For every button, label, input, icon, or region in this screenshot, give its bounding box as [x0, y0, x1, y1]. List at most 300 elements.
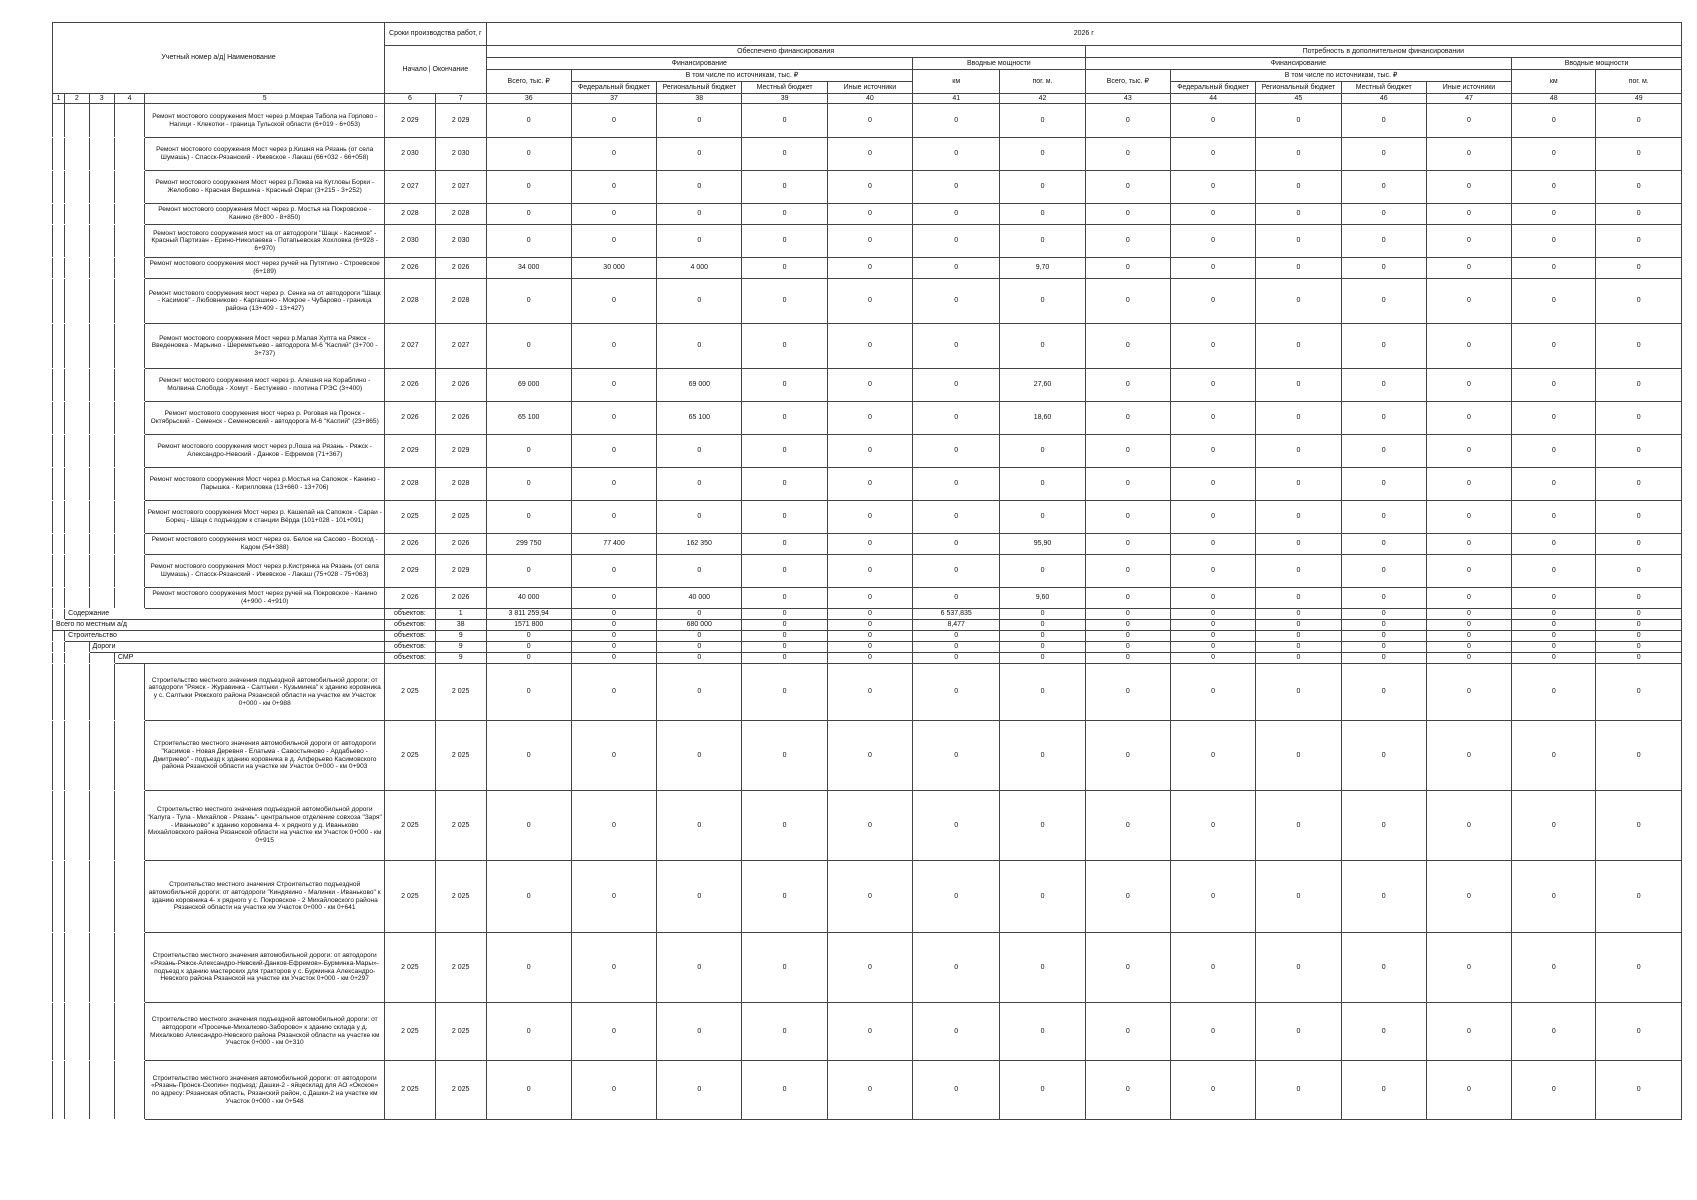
value-cell: 0 — [1170, 324, 1255, 369]
value-cell: 0 — [1085, 324, 1170, 369]
indent-cell — [53, 204, 65, 225]
indent-cell — [65, 642, 89, 653]
value-cell: 0 — [571, 104, 656, 138]
start-year-cell: 2 025 — [385, 791, 436, 861]
value-cell: 0 — [1000, 171, 1085, 204]
value-cell: 0 — [827, 104, 912, 138]
value-cell: 0 — [571, 171, 656, 204]
start-year-cell: 2 026 — [385, 534, 436, 555]
value-cell: 0 — [913, 138, 1000, 171]
value-cell: 0 — [913, 861, 1000, 933]
value-cell: 680 000 — [657, 620, 742, 631]
value-cell: 0 — [1596, 171, 1682, 204]
value-cell: 0 — [1426, 653, 1511, 664]
value-cell: 0 — [1596, 631, 1682, 642]
indent-cell — [53, 721, 65, 791]
value-cell: 0 — [1512, 555, 1596, 588]
object-name-cell: Строительство местного значения подъездной автомобильной дороги "Калуга - Тула - Михайлов - Рязань"- центральное отделение совхоза "Заря" - Иваньково" к зданию коровника 4- х рядного у д. Иваньково Михайловского района Рязанской области на участке км Участок 0+000 - км 0+915 — [145, 791, 385, 861]
value-cell: 0 — [1596, 791, 1682, 861]
table-row — [53, 468, 1682, 501]
value-cell: 0 — [1341, 721, 1426, 791]
indent-cell — [53, 258, 65, 279]
indent-cell — [114, 791, 144, 861]
value-cell: 0 — [1256, 204, 1341, 225]
value-cell: 6 537,835 — [913, 609, 1000, 620]
summary-label-cell: Строительство — [65, 631, 385, 642]
value-cell: 0 — [1426, 721, 1511, 791]
value-cell: 0 — [1085, 664, 1170, 721]
value-cell: 0 — [827, 861, 912, 933]
indent-cell — [65, 138, 89, 171]
indent-cell — [53, 402, 65, 435]
value-cell: 0 — [1512, 279, 1596, 324]
value-cell: 0 — [1170, 555, 1255, 588]
value-cell: 0 — [742, 324, 827, 369]
indent-cell — [114, 861, 144, 933]
indent-cell — [114, 324, 144, 369]
indent-cell — [114, 258, 144, 279]
value-cell: 0 — [1512, 861, 1596, 933]
indent-cell — [53, 1003, 65, 1061]
value-cell: 0 — [1256, 501, 1341, 534]
start-year-cell: 2 025 — [385, 933, 436, 1003]
column-number-cell: 48 — [1512, 94, 1596, 104]
value-cell: 0 — [1000, 861, 1085, 933]
value-cell: 0 — [1596, 501, 1682, 534]
start-year-cell: 2 028 — [385, 279, 436, 324]
value-cell: 0 — [1085, 402, 1170, 435]
value-cell: 0 — [1596, 861, 1682, 933]
value-cell: 0 — [1596, 642, 1682, 653]
indent-cell — [53, 225, 65, 258]
indent-cell — [65, 279, 89, 324]
indent-cell — [89, 171, 114, 204]
value-cell: 0 — [1085, 609, 1170, 620]
value-cell: 0 — [1596, 279, 1682, 324]
end-year-cell: 2 030 — [435, 225, 486, 258]
end-year-cell: 2 025 — [435, 933, 486, 1003]
value-cell: 0 — [827, 1003, 912, 1061]
value-cell: 0 — [1170, 631, 1255, 642]
end-year-cell: 2 025 — [435, 664, 486, 721]
pog-m-header: пог. м. — [1000, 70, 1085, 94]
value-cell: 0 — [1512, 225, 1596, 258]
end-year-cell: 2 029 — [435, 104, 486, 138]
value-cell: 0 — [486, 279, 571, 324]
value-cell: 0 — [1596, 664, 1682, 721]
column-number-cell: 7 — [435, 94, 486, 104]
table-row — [53, 369, 1682, 402]
value-cell: 0 — [1596, 534, 1682, 555]
value-cell: 0 — [571, 324, 656, 369]
object-name-cell: Ремонт мостового сооружения Мост через р. Кашелай на Сапожок - Сараи - Борец - Шацк с подъездом к станции Вёрда (101+028 - 101+091) — [145, 501, 385, 534]
km-header: км — [913, 70, 1000, 94]
value-cell: 0 — [742, 258, 827, 279]
value-cell: 0 — [486, 933, 571, 1003]
value-cell: 0 — [1596, 225, 1682, 258]
value-cell: 0 — [1170, 791, 1255, 861]
indent-cell — [53, 468, 65, 501]
indent-cell — [114, 369, 144, 402]
value-cell: 0 — [1341, 861, 1426, 933]
value-cell: 0 — [1596, 653, 1682, 664]
value-cell: 0 — [827, 588, 912, 609]
value-cell: 0 — [913, 721, 1000, 791]
value-cell: 0 — [1596, 555, 1682, 588]
value-cell: 0 — [913, 631, 1000, 642]
value-cell: 0 — [486, 721, 571, 791]
indent-cell — [65, 324, 89, 369]
indent-cell — [65, 171, 89, 204]
value-cell: 0 — [1512, 620, 1596, 631]
column-number-cell: 43 — [1085, 94, 1170, 104]
value-cell: 0 — [571, 721, 656, 791]
value-cell: 0 — [657, 861, 742, 933]
indent-cell — [89, 933, 114, 1003]
value-cell: 8,477 — [913, 620, 1000, 631]
column-number-cell: 4 — [114, 94, 144, 104]
column-number-cell: 37 — [571, 94, 656, 104]
value-cell: 0 — [1256, 435, 1341, 468]
value-cell: 0 — [1170, 468, 1255, 501]
indent-cell — [53, 609, 65, 620]
value-cell: 0 — [913, 664, 1000, 721]
value-cell: 65 100 — [486, 402, 571, 435]
value-cell: 0 — [1426, 620, 1511, 631]
value-cell: 0 — [1341, 588, 1426, 609]
indent-cell — [65, 1061, 89, 1120]
value-cell: 0 — [1170, 501, 1255, 534]
value-cell: 0 — [1341, 620, 1426, 631]
value-cell: 0 — [657, 664, 742, 721]
value-cell: 0 — [827, 279, 912, 324]
value-cell: 0 — [1341, 204, 1426, 225]
value-cell: 0 — [827, 631, 912, 642]
value-cell: 0 — [1341, 534, 1426, 555]
indent-cell — [89, 104, 114, 138]
value-cell: 0 — [486, 324, 571, 369]
value-cell: 162 350 — [657, 534, 742, 555]
object-name-cell: Строительство местного значения автомобильной дороги от автодороги "Касимов - Новая Деревня - Елатьма - Савостьяново - Ардабьево - Дмитриево" - подъезд к зданию коровника в д. Алферьево Касимовского района Рязанской области на участке км Участок 0+000 - км 0+903 — [145, 721, 385, 791]
value-cell: 0 — [1256, 279, 1341, 324]
value-cell: 0 — [827, 501, 912, 534]
value-cell: 0 — [486, 1003, 571, 1061]
value-cell: 0 — [1170, 104, 1255, 138]
value-cell: 0 — [1426, 369, 1511, 402]
value-cell: 0 — [1170, 258, 1255, 279]
value-cell: 0 — [1596, 369, 1682, 402]
value-cell: 0 — [1256, 468, 1341, 501]
value-cell: 0 — [1426, 104, 1511, 138]
value-cell: 0 — [1170, 369, 1255, 402]
value-cell: 0 — [657, 279, 742, 324]
value-cell: 0 — [1085, 468, 1170, 501]
value-cell: 0 — [486, 791, 571, 861]
value-cell: 0 — [1085, 171, 1170, 204]
value-cell: 0 — [1596, 468, 1682, 501]
value-cell: 0 — [1085, 555, 1170, 588]
object-name-cell: Ремонт мостового сооружения мост через ручей на Путятино - Строевское (6+189) — [145, 258, 385, 279]
start-year-cell: 2 026 — [385, 588, 436, 609]
value-cell: 0 — [1170, 620, 1255, 631]
indent-cell — [89, 664, 114, 721]
value-cell: 0 — [1085, 620, 1170, 631]
object-name-cell: Ремонт мостового сооружения Мост через р.Мокрая Табола на Горлово - Нагици - Клекотки - граница Тульской области (6+019 - 6+053) — [145, 104, 385, 138]
value-cell: 0 — [1426, 279, 1511, 324]
federal-header-2: Федеральный бюджет — [1170, 82, 1255, 94]
indent-cell — [65, 791, 89, 861]
value-cell: 0 — [1512, 402, 1596, 435]
value-cell: 0 — [571, 664, 656, 721]
indent-cell — [89, 225, 114, 258]
objects-label-cell: объектов: — [385, 609, 436, 620]
value-cell: 0 — [1170, 138, 1255, 171]
objects-count-cell: 9 — [435, 642, 486, 653]
value-cell: 0 — [1426, 555, 1511, 588]
value-cell: 0 — [913, 933, 1000, 1003]
value-cell: 0 — [1256, 402, 1341, 435]
value-cell: 0 — [571, 225, 656, 258]
value-cell: 0 — [1256, 138, 1341, 171]
table-row — [53, 1061, 1682, 1120]
value-cell: 0 — [827, 791, 912, 861]
value-cell: 0 — [571, 1003, 656, 1061]
start-year-cell: 2 025 — [385, 1003, 436, 1061]
value-cell: 0 — [657, 631, 742, 642]
object-name-cell: Ремонт мостового сооружения Мост через р.Пожва на Кутловы Борки - Желобово - Красная Вершина - Красный Овраг (3+215 - 3+252) — [145, 171, 385, 204]
value-cell: 0 — [742, 435, 827, 468]
start-year-cell: 2 029 — [385, 104, 436, 138]
value-cell: 0 — [657, 104, 742, 138]
table-row — [53, 279, 1682, 324]
value-cell: 0 — [1256, 664, 1341, 721]
value-cell: 0 — [827, 225, 912, 258]
value-cell: 0 — [827, 324, 912, 369]
value-cell: 9,60 — [1000, 588, 1085, 609]
end-year-cell: 2 026 — [435, 369, 486, 402]
value-cell: 0 — [571, 402, 656, 435]
object-name-cell: Строительство местного значения Строительство подъездной автомобильной дороги: от автодороги "Киндякино - Малинки - Иваньково" к зданию коровника 4- х рядного у с. Покровское - 2 Михайловского района Рязанской области на участке км Участок 0+000 - км 0+641 — [145, 861, 385, 933]
value-cell: 0 — [827, 138, 912, 171]
table-row — [53, 258, 1682, 279]
value-cell: 0 — [657, 555, 742, 588]
value-cell: 0 — [571, 642, 656, 653]
object-name-cell: Ремонт мостового сооружения Мост через р.Мостья на Сапожок - Канино - Парышка - Кирилловка (13+660 - 13+706) — [145, 468, 385, 501]
objects-count-cell: 9 — [435, 653, 486, 664]
value-cell: 0 — [1085, 933, 1170, 1003]
value-cell: 0 — [657, 468, 742, 501]
indent-cell — [89, 324, 114, 369]
value-cell: 0 — [1596, 609, 1682, 620]
column-number-cell: 42 — [1000, 94, 1085, 104]
value-cell: 0 — [1341, 501, 1426, 534]
table-row — [53, 1003, 1682, 1061]
indent-cell — [53, 138, 65, 171]
column-number-cell: 5 — [145, 94, 385, 104]
value-cell: 0 — [827, 258, 912, 279]
value-cell: 0 — [1512, 653, 1596, 664]
value-cell: 0 — [1512, 501, 1596, 534]
table-row — [53, 225, 1682, 258]
value-cell: 0 — [1426, 588, 1511, 609]
value-cell: 0 — [913, 1003, 1000, 1061]
value-cell: 0 — [1512, 534, 1596, 555]
summary-label-cell: Содержание — [65, 609, 385, 620]
value-cell: 0 — [1426, 225, 1511, 258]
value-cell: 0 — [657, 721, 742, 791]
value-cell: 0 — [1000, 279, 1085, 324]
value-cell: 0 — [1426, 402, 1511, 435]
indent-cell — [114, 402, 144, 435]
value-cell: 0 — [1512, 631, 1596, 642]
value-cell: 0 — [913, 225, 1000, 258]
value-cell: 0 — [1170, 664, 1255, 721]
value-cell: 0 — [1341, 555, 1426, 588]
report-sheet — [52, 22, 1682, 1120]
value-cell: 0 — [1426, 609, 1511, 620]
value-cell: 0 — [1085, 279, 1170, 324]
value-cell: 0 — [1341, 1003, 1426, 1061]
value-cell: 0 — [1341, 369, 1426, 402]
object-name-cell: Ремонт мостового сооружения Мост через ручей на Покровское - Канино (4+900 - 4+910) — [145, 588, 385, 609]
value-cell: 0 — [1000, 631, 1085, 642]
value-cell: 0 — [1341, 258, 1426, 279]
value-cell: 0 — [1512, 933, 1596, 1003]
object-name-cell: Ремонт мостового сооружения мост на от автодороги "Шацк - Касимов" - Красный Партизан - Ерино-Николаевка - Потапьевская Хохловка (6+928 - 6+970) — [145, 225, 385, 258]
value-cell: 0 — [1170, 861, 1255, 933]
value-cell: 0 — [1596, 204, 1682, 225]
object-name-cell: Строительство местного значения подъездной автомобильной дороги: от автодороги "Ряжск - Журавинка - Салтыки - Кузьминка" к зданию коровника у с. Салтыки Ряжского района Рязанской области на участке км Участок 0+000 - км 0+988 — [145, 664, 385, 721]
value-cell: 0 — [657, 171, 742, 204]
indent-cell — [114, 435, 144, 468]
period-start-end-header: Начало | Окончание — [385, 46, 487, 94]
value-cell: 0 — [1512, 138, 1596, 171]
object-name-cell: Строительство местного значения подъездной автомобильной дороги: от автодороги «Просечье-Михалково-Заборово» к зданию склада у д. Михалково Александро-Невского района Рязанской области на участке км Участок 0+000 - км 0+310 — [145, 1003, 385, 1061]
indent-cell — [65, 468, 89, 501]
end-year-cell: 2 026 — [435, 402, 486, 435]
start-year-cell: 2 027 — [385, 171, 436, 204]
value-cell: 0 — [486, 501, 571, 534]
end-year-cell: 2 027 — [435, 171, 486, 204]
end-year-cell: 2 028 — [435, 279, 486, 324]
value-cell: 0 — [742, 664, 827, 721]
column-number-cell: 49 — [1596, 94, 1682, 104]
indent-cell — [65, 534, 89, 555]
indent-cell — [53, 534, 65, 555]
table-row — [53, 104, 1682, 138]
value-cell: 0 — [571, 653, 656, 664]
indent-cell — [65, 588, 89, 609]
value-cell: 0 — [1596, 324, 1682, 369]
value-cell: 0 — [1085, 204, 1170, 225]
value-cell: 27,60 — [1000, 369, 1085, 402]
value-cell: 0 — [1085, 721, 1170, 791]
end-year-cell: 2 030 — [435, 138, 486, 171]
value-cell: 0 — [1000, 1061, 1085, 1120]
value-cell: 0 — [571, 620, 656, 631]
value-cell: 40 000 — [486, 588, 571, 609]
value-cell: 0 — [486, 468, 571, 501]
table-header — [53, 23, 1682, 104]
value-cell: 0 — [1341, 664, 1426, 721]
column-number-cell: 44 — [1170, 94, 1255, 104]
start-year-cell: 2 027 — [385, 324, 436, 369]
objects-label-cell: объектов: — [385, 631, 436, 642]
value-cell: 299 750 — [486, 534, 571, 555]
value-cell: 0 — [1341, 609, 1426, 620]
value-cell: 0 — [571, 501, 656, 534]
value-cell: 0 — [742, 1061, 827, 1120]
value-cell: 0 — [827, 402, 912, 435]
value-cell: 0 — [1085, 1003, 1170, 1061]
local-header-2: Местный бюджет — [1341, 82, 1426, 94]
value-cell: 0 — [486, 171, 571, 204]
value-cell: 0 — [1000, 933, 1085, 1003]
value-cell: 0 — [1256, 324, 1341, 369]
value-cell: 0 — [1426, 171, 1511, 204]
value-cell: 0 — [1341, 631, 1426, 642]
table-row — [53, 933, 1682, 1003]
value-cell: 0 — [1512, 664, 1596, 721]
end-year-cell: 2 025 — [435, 791, 486, 861]
value-cell: 0 — [827, 721, 912, 791]
value-cell: 0 — [827, 1061, 912, 1120]
value-cell: 0 — [1085, 588, 1170, 609]
indent-cell — [65, 225, 89, 258]
value-cell: 0 — [1256, 588, 1341, 609]
table-row — [53, 171, 1682, 204]
indent-cell — [114, 225, 144, 258]
indent-cell — [53, 501, 65, 534]
value-cell: 0 — [1596, 138, 1682, 171]
table-row — [53, 324, 1682, 369]
end-year-cell: 2 025 — [435, 1003, 486, 1061]
indent-cell — [89, 258, 114, 279]
value-cell: 0 — [913, 258, 1000, 279]
value-cell: 69 000 — [657, 369, 742, 402]
value-cell: 0 — [1000, 653, 1085, 664]
indent-cell — [114, 468, 144, 501]
value-cell: 0 — [1170, 402, 1255, 435]
regional-header-2: Региональный бюджет — [1256, 82, 1341, 94]
start-year-cell: 2 025 — [385, 721, 436, 791]
value-cell: 0 — [742, 204, 827, 225]
value-cell: 0 — [913, 104, 1000, 138]
value-cell: 0 — [1000, 609, 1085, 620]
additional-need-header: Потребность в дополнительном финансировании — [1085, 46, 1681, 58]
indent-cell — [53, 653, 65, 664]
indent-cell — [114, 588, 144, 609]
value-cell: 0 — [486, 1061, 571, 1120]
indent-cell — [53, 555, 65, 588]
value-cell: 0 — [657, 324, 742, 369]
indent-cell — [114, 534, 144, 555]
table-row — [53, 588, 1682, 609]
value-cell: 0 — [827, 933, 912, 1003]
value-cell: 0 — [742, 138, 827, 171]
value-cell: 0 — [1512, 1061, 1596, 1120]
value-cell: 0 — [1170, 588, 1255, 609]
start-year-cell: 2 025 — [385, 501, 436, 534]
value-cell: 0 — [1596, 721, 1682, 791]
value-cell: 0 — [1341, 435, 1426, 468]
value-cell: 0 — [1000, 324, 1085, 369]
value-cell: 0 — [742, 721, 827, 791]
value-cell: 0 — [657, 933, 742, 1003]
value-cell: 0 — [742, 1003, 827, 1061]
value-cell: 0 — [913, 324, 1000, 369]
value-cell: 0 — [657, 225, 742, 258]
